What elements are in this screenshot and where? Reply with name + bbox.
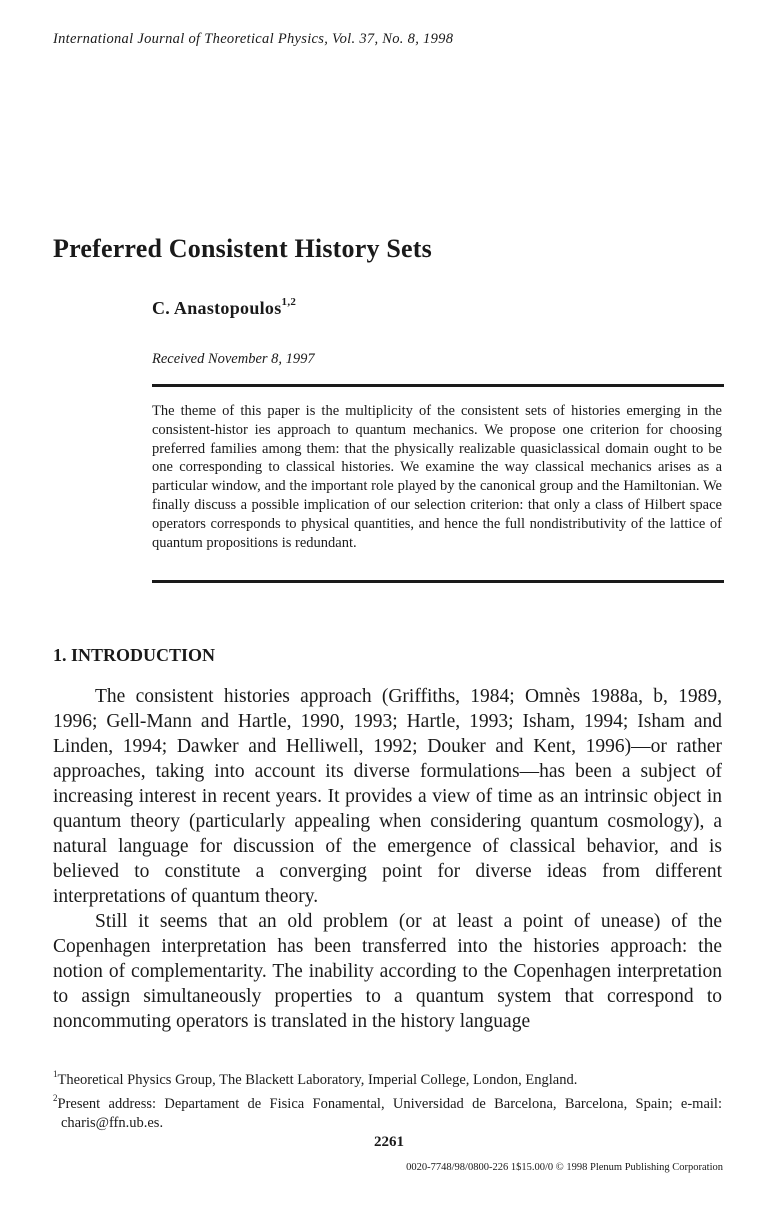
abstract-top-rule <box>152 384 724 387</box>
received-date: Received November 8, 1997 <box>152 351 315 367</box>
body-paragraph: Still it seems that an old problem (or at least a point of unease) of the Copenhagen interpretation has been transferred into the histories approach: the notion of complementarity. The inability according to the Copenhagen interpretation to assign simultaneously properties to a quantum system that correspond to noncommuting operators is translated in the history language <box>53 911 722 1032</box>
footnotes <box>53 1066 722 1133</box>
affiliation-marks: 1,2 <box>281 296 297 308</box>
footnote-text: Theoretical Physics Group, The Blackett Laboratory, Imperial College, London, England. <box>57 1071 578 1088</box>
footnote-text: Present address: Departament de Fisica Fonamental, Universidad de Barcelona, Barcelona, Spain; e-mail: charis@ffn.ub.es. <box>57 1095 722 1131</box>
section-heading: 1. INTRODUCTION <box>53 645 216 665</box>
abstract: The theme of this paper is the multiplicity of the consistent sets of histories emerging in the consistent-histor ies approach to quantum mechanics. We propose one criterion for choosing preferred families among them: that the physically realizable quasiclassical domain ought to be one corresponding to classical histories. We examine the way classical mechanics arises as a particular window, and the important role played by the canonical group and the Hamiltonian. We finally discuss a possible implication of our selection criterion: that only a class of Hilbert space operators corresponds to physical quantities, and hence the full nondistributivity of the lattice of quantum propositions is redundant. <box>152 403 722 551</box>
body-paragraph: The consistent histories approach (Griffiths, 1984; Omnès 1988a, b, 1989, 1996; Gell-Mann and Hartle, 1990, 1993; Hartle, 1993; Isham, 1994; Isham and Linden, 1994; Dawker and Helliwell, 1992; Douker and Kent, 1996)—or rather approaches, taking into account its diverse formulations—has been a subject of increasing interest in recent years. It provides a view of time as an intrinsic object in quantum theory (particularly appealing when considering quantum cosmology), a natural language for discussion of the emergence of classical behavior, and is believed to constitute a converging point for diverse ideas from different interpretations of quantum theory. <box>53 686 722 907</box>
author-line <box>152 298 296 319</box>
footnote-mark: 2 <box>53 1092 58 1103</box>
page-number: 2261 <box>374 1134 404 1150</box>
body-text <box>53 684 722 1034</box>
footnote <box>53 1066 722 1090</box>
footnote-mark: 1 <box>53 1069 58 1079</box>
abstract-bottom-rule <box>152 580 724 583</box>
copyright-line: 0020-7748/98/0800-226 1$15.00/0 © 1998 Plenum Publishing Corporation <box>406 1162 723 1173</box>
paper-title: Preferred Consistent History Sets <box>53 234 432 263</box>
footnote <box>53 1090 722 1133</box>
journal-header: International Journal of Theoretical Physics, Vol. 37, No. 8, 1998 <box>53 31 454 47</box>
author-name: C. Anastopoulos <box>152 298 282 318</box>
